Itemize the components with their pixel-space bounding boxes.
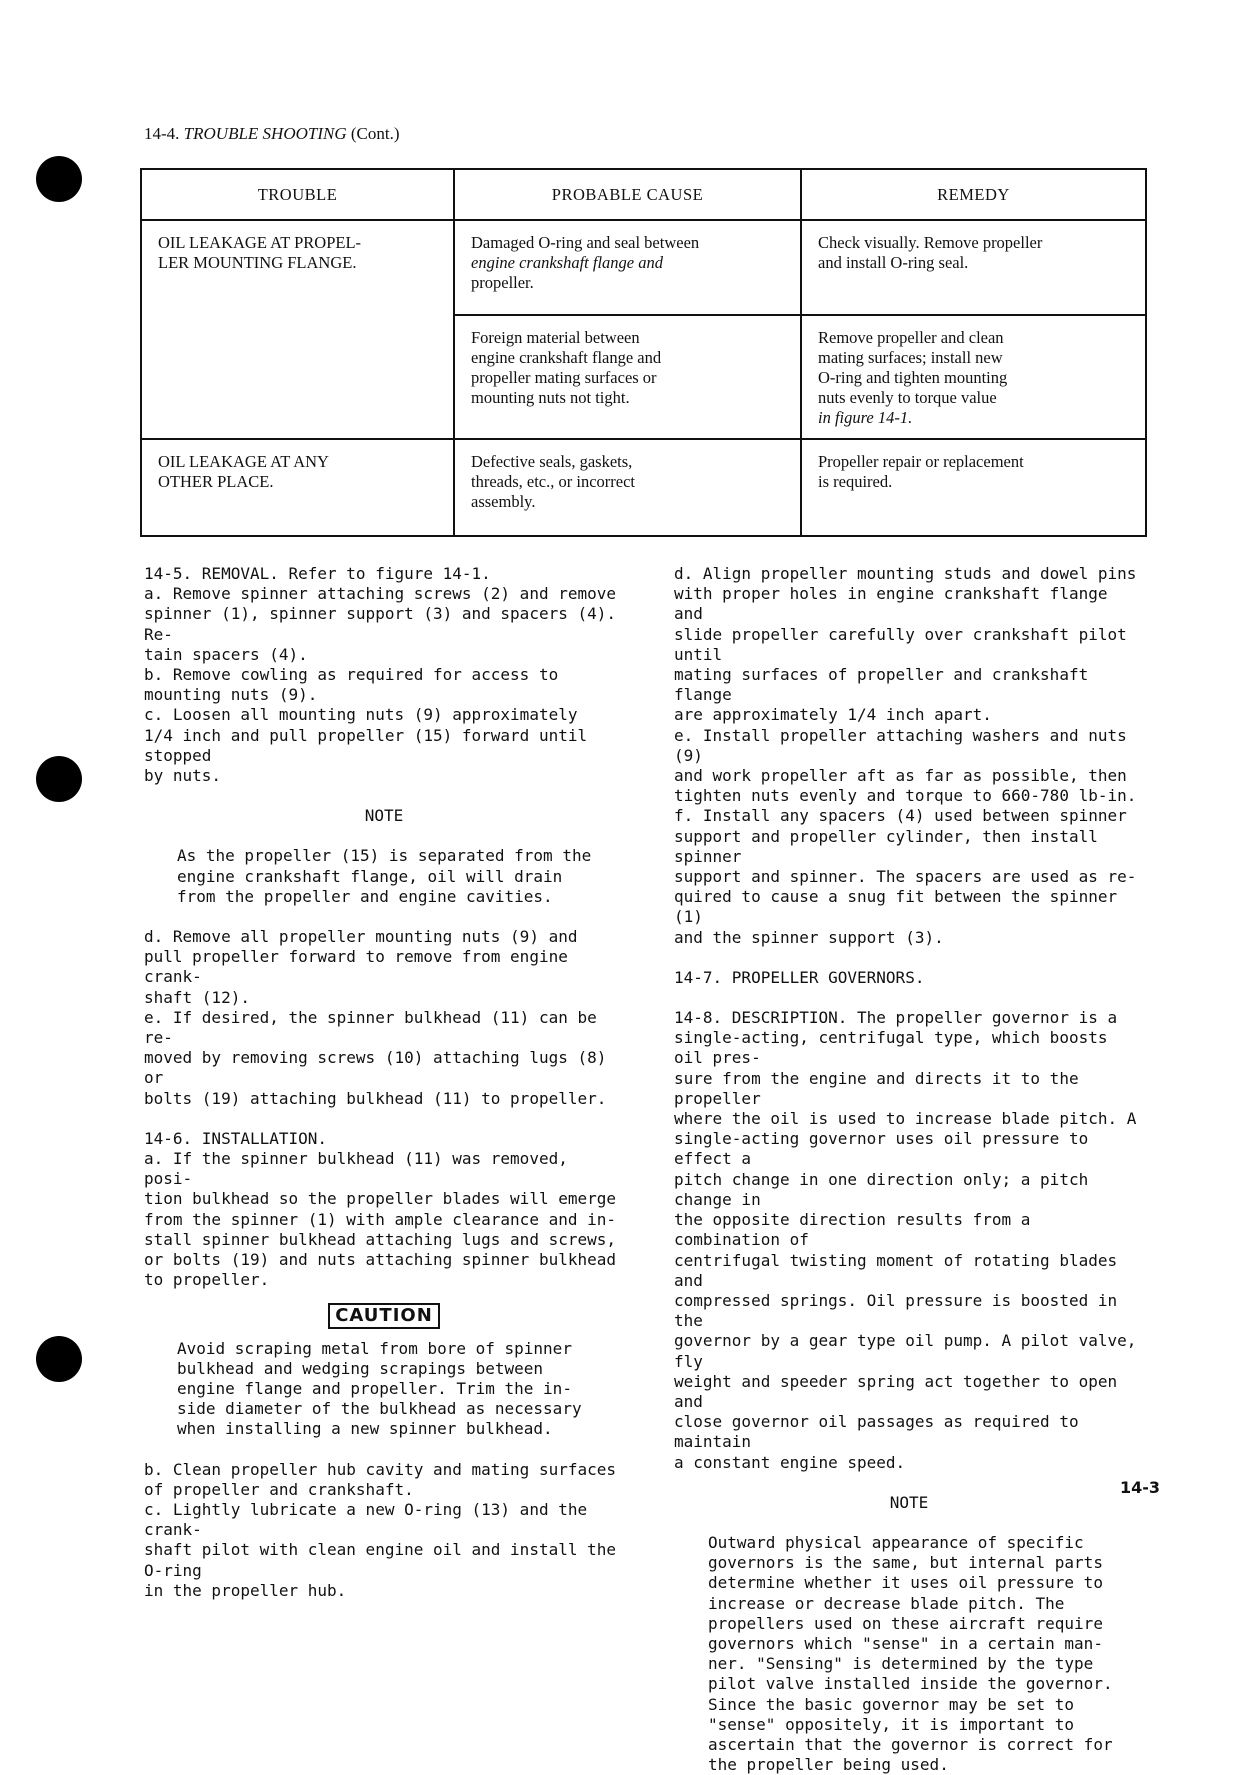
text-line: the opposite direction results from a combination of [674, 1210, 1031, 1250]
text-line: e. Install propeller attaching washers and nuts (9) [674, 725, 1127, 765]
right-column [674, 564, 1144, 1775]
cell-line: LER MOUNTING FLANGE. [158, 253, 357, 272]
governors-heading: 14-7. PROPELLER GOVERNORS. [674, 967, 925, 987]
removal-heading: 14-5. REMOVAL. Refer to figure 14-1. [144, 564, 491, 583]
installation-heading: 14-6. INSTALLATION. [144, 1128, 328, 1148]
cell-line: assembly. [471, 492, 536, 511]
text-line: 14-8. DESCRIPTION. The propeller governor is a [674, 1008, 1118, 1028]
text-line: governors is the same, but internal parts [708, 1553, 1103, 1573]
cell-line: OIL LEAKAGE AT ANY [158, 452, 329, 471]
cell-line: Foreign material between [471, 328, 640, 347]
cell-line: Check visually. Remove propeller [818, 233, 1043, 252]
cell-line: propeller. [471, 273, 534, 292]
text-line: d. Remove all propeller mounting nuts (9) and [144, 927, 578, 947]
text-line: mounting nuts (9). [144, 685, 318, 705]
note-label: NOTE [889, 1492, 929, 1512]
text-line: are approximately 1/4 inch apart. [674, 705, 992, 725]
col-header-remedy: REMEDY [801, 169, 1146, 220]
installation-steps-right [674, 564, 1144, 948]
text-line: support and propeller cylinder, then install spinner [674, 826, 1098, 866]
text-line: support and spinner. The spacers are used as re- [674, 867, 1137, 887]
text-line: governor by a gear type oil pump. A pilot valve, fly [674, 1331, 1137, 1371]
text-line: bulkhead and wedging scrapings between [177, 1358, 544, 1378]
text-line: a. If the spinner bulkhead (11) was removed, posi- [144, 1149, 568, 1189]
cause-cell [454, 315, 801, 439]
cell-line: Remove propeller and clean [818, 328, 1004, 347]
installation-steps-continued [144, 1460, 624, 1601]
remedy-cell [801, 439, 1146, 536]
section-number: 14-4. [144, 124, 180, 143]
section-cont: (Cont.) [350, 124, 400, 143]
trouble-cell [141, 220, 454, 439]
cell-line: threads, etc., or incorrect [471, 472, 636, 491]
description-paragraph [674, 1008, 1144, 1473]
cell-line: mounting nuts not tight. [471, 388, 630, 407]
binder-hole-top [36, 156, 82, 202]
text-line: b. Clean propeller hub cavity and mating surfaces [144, 1459, 617, 1479]
text-line: mating surfaces of propeller and crankshaft flange [674, 665, 1089, 705]
text-line: side diameter of the bulkhead as necessary [177, 1399, 582, 1419]
table-row [141, 220, 1146, 315]
text-line: moved by removing screws (10) attaching lugs (8) or [144, 1048, 607, 1088]
cell-line: and install O-ring seal. [818, 253, 969, 272]
cell-line: OTHER PLACE. [158, 472, 274, 491]
cell-line: Propeller repair or replacement [818, 452, 1024, 471]
cell-line: mating surfaces; install new [818, 348, 1003, 367]
text-line: sure from the engine and directs it to the propeller [674, 1068, 1079, 1108]
text-line: pitch change in one direction only; a pitch change in [674, 1169, 1089, 1209]
text-line: tion bulkhead so the propeller blades will emerge [144, 1189, 617, 1209]
remedy-cell [801, 315, 1146, 439]
text-line: b. Remove cowling as required for access to [144, 665, 559, 685]
cell-line: propeller mating surfaces or [471, 368, 657, 387]
binder-hole-middle [36, 756, 82, 802]
col-header-trouble: TROUBLE [141, 169, 454, 220]
text-line: increase or decrease blade pitch. The [708, 1593, 1065, 1613]
cause-cell [454, 439, 801, 536]
text-line: engine flange and propeller. Trim the in- [177, 1378, 572, 1398]
text-line: f. Install any spacers (4) used between spinner [674, 806, 1127, 826]
text-line: shaft (12). [144, 987, 250, 1007]
trouble-shooting-table [140, 168, 1147, 537]
caution-label: CAUTION [328, 1303, 440, 1329]
note-label: NOTE [364, 806, 404, 826]
text-line: from the propeller and engine cavities. [177, 886, 553, 906]
text-line: c. Loosen all mounting nuts (9) approximately [144, 705, 578, 725]
text-line: of propeller and crankshaft. [144, 1479, 414, 1499]
text-line: with proper holes in engine crankshaft flange and [674, 584, 1108, 624]
text-line: from the spinner (1) with ample clearance and in- [144, 1209, 617, 1229]
caution-banner [144, 1303, 624, 1329]
text-line: spinner (1), spinner support (3) and spacers (4). Re- [144, 604, 617, 644]
text-line: determine whether it uses oil pressure to [708, 1573, 1103, 1593]
cell-line: OIL LEAKAGE AT PROPEL- [158, 233, 362, 252]
trouble-cell [141, 439, 454, 536]
cell-line: is required. [818, 472, 893, 491]
text-line: and the spinner support (3). [674, 927, 944, 947]
text-line: governors which "sense" in a certain man- [708, 1633, 1103, 1653]
text-line: Since the basic governor may be set to [708, 1694, 1075, 1714]
removal-steps [144, 584, 624, 786]
text-line: pilot valve installed inside the governor. [708, 1674, 1113, 1694]
text-line: tain spacers (4). [144, 644, 308, 664]
text-line: "sense" oppositely, it is important to [708, 1714, 1075, 1734]
text-line: pull propeller forward to remove from engine crank- [144, 947, 568, 987]
section-title: TROUBLE SHOOTING [183, 124, 347, 143]
cause-cell [454, 220, 801, 315]
left-column [144, 564, 624, 1601]
text-line: single-acting governor uses oil pressure to effect a [674, 1129, 1089, 1169]
text-line: Outward physical appearance of specific [708, 1532, 1084, 1552]
text-line: weight and speeder spring act together to open and [674, 1371, 1118, 1411]
text-line: shaft pilot with clean engine oil and install the O-ring [144, 1540, 617, 1580]
text-line: or bolts (19) and nuts attaching spinner bulkhead [144, 1250, 617, 1270]
cell-line: nuts evenly to torque value [818, 388, 997, 407]
text-line: and work propeller aft as far as possible, then [674, 766, 1127, 786]
col-header-cause: PROBABLE CAUSE [454, 169, 801, 220]
text-line: single-acting, centrifugal type, which boosts oil pres- [674, 1028, 1108, 1068]
text-line: ascertain that the governor is correct for [708, 1734, 1113, 1754]
text-line: tighten nuts evenly and torque to 660-780 lb-in. [674, 786, 1137, 806]
cell-line: engine crankshaft flange and [471, 348, 662, 367]
text-line: propellers used on these aircraft require [708, 1613, 1103, 1633]
text-line: where the oil is used to increase blade pitch. A [674, 1109, 1137, 1129]
text-line: centrifugal twisting moment of rotating blades and [674, 1250, 1118, 1290]
cell-line: Damaged O-ring and seal between [471, 233, 700, 252]
text-line: when installing a new spinner bulkhead. [177, 1419, 553, 1439]
text-line: a constant engine speed. [674, 1452, 906, 1472]
text-line: quired to cause a snug fit between the spinner (1) [674, 887, 1118, 927]
text-line: stall spinner bulkhead attaching lugs and screws, [144, 1229, 617, 1249]
removal-steps-continued [144, 927, 624, 1109]
text-line: e. If desired, the spinner bulkhead (11) can be re- [144, 1007, 597, 1048]
remedy-cell [801, 220, 1146, 315]
table-row [141, 439, 1146, 536]
binder-hole-bottom [36, 1336, 82, 1382]
caution-body [144, 1339, 624, 1440]
text-line: ner. "Sensing" is determined by the type [708, 1654, 1094, 1674]
page-number: 14-3 [1120, 1478, 1161, 1497]
installation-steps [144, 1149, 624, 1290]
text-line: As the propeller (15) is separated from the [177, 846, 592, 866]
cell-line: engine crankshaft flange and [471, 253, 664, 272]
text-line: in the propeller hub. [144, 1580, 347, 1600]
section-heading [144, 124, 400, 144]
text-line: to propeller. [144, 1270, 270, 1290]
text-line: compressed springs. Oil pressure is boosted in the [674, 1290, 1118, 1331]
text-line: Avoid scraping metal from bore of spinner [177, 1338, 572, 1358]
text-line: a. Remove spinner attaching screws (2) and remove [144, 584, 617, 604]
text-line: d. Align propeller mounting studs and dowel pins [674, 564, 1137, 583]
text-line: bolts (19) attaching bulkhead (11) to propeller. [144, 1088, 607, 1108]
note-body [674, 1533, 1144, 1775]
text-line: 1/4 inch and pull propeller (15) forward until stopped [144, 725, 588, 765]
table-header-row [141, 169, 1146, 220]
text-line: by nuts. [144, 766, 222, 786]
text-line: the propeller being used. [708, 1755, 949, 1775]
text-line: close governor oil passages as required to maintain [674, 1412, 1079, 1452]
cell-line: in figure 14-1. [818, 408, 913, 427]
text-line: c. Lightly lubricate a new O-ring (13) and the crank- [144, 1499, 588, 1540]
cell-line: O-ring and tighten mounting [818, 368, 1008, 387]
cell-line: Defective seals, gaskets, [471, 452, 633, 471]
text-line: slide propeller carefully over crankshaft pilot until [674, 624, 1127, 664]
text-line: engine crankshaft flange, oil will drain [177, 866, 563, 886]
note-body [144, 846, 624, 907]
